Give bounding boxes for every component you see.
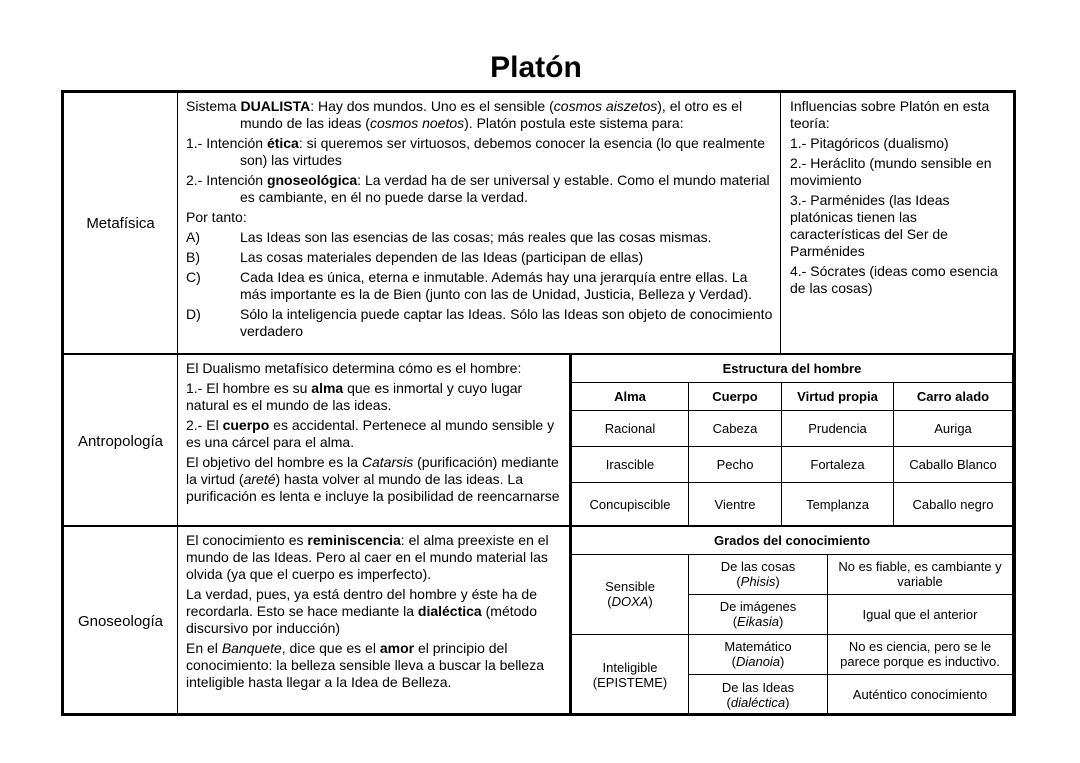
table-row (571, 634, 1013, 674)
table-cell: Auriga (894, 410, 1013, 446)
bold-text: ética (266, 135, 299, 151)
text: 2.- Intención (186, 172, 267, 188)
text: , dice que es el (281, 640, 380, 656)
metafisica-paragraph (186, 135, 774, 169)
list-marker: B) (186, 249, 200, 265)
text: La verdad, pues, ya está dentro del hombre y éste ha de recordarla. Esto se hace mediante la (186, 586, 538, 619)
table-cell: Cabeza (689, 410, 782, 446)
bold-text: DUALISTA (240, 98, 311, 114)
table-cell: Vientre (689, 482, 782, 527)
gnoseologia-text (186, 532, 566, 694)
table-cell-text: De las Ideas (721, 679, 795, 695)
metafisica-paragraph (186, 172, 774, 206)
table-cell-text: (dialéctica) (726, 694, 790, 710)
antropologia-paragraph (186, 380, 566, 414)
list-marker: D) (186, 306, 201, 322)
table-cell: Racional (571, 410, 689, 446)
gnoseologia-paragraph (186, 640, 566, 691)
gnoseologia-paragraph (186, 532, 566, 583)
grado-desc-cell: No es fiable, es cambiante y variable (828, 554, 1013, 594)
list-text: Sólo la inteligencia puede captar las Ideas. Sólo las Ideas son objeto de conocimiento verdadero (240, 306, 773, 339)
gnoseologia-paragraph (186, 586, 566, 637)
text: (purificación) mediante la virtud ( (186, 454, 559, 487)
table-cell-text: (Eikasia) (732, 614, 784, 629)
table-cell: Concupiscible (571, 482, 689, 527)
grados-table (569, 527, 1013, 715)
column-header: Cuerpo (689, 382, 782, 410)
row-label-metafisica: Metafísica (64, 93, 178, 353)
bold-text: gnoseológica (266, 172, 358, 188)
table-cell-text: Inteligible (602, 659, 658, 675)
text: 1.- Intención (186, 135, 267, 151)
grado-cell (689, 594, 828, 634)
table-title: Grados del conocimiento (571, 527, 1013, 554)
influencias-item: 4.- Sócrates (ideas como esencia de las cosas) (790, 263, 998, 296)
italic-text: dialéctica (730, 694, 786, 710)
column-header: Carro alado (894, 382, 1013, 410)
table-cell: Caballo Blanco (894, 446, 1013, 482)
italic-text: Catarsis (361, 454, 414, 470)
table-cell: Irascible (571, 446, 689, 482)
table-row (571, 554, 1013, 594)
list-marker: A) (186, 229, 200, 245)
row-gnoseologia (64, 525, 1013, 715)
text: El objetivo del hombre es la (186, 454, 362, 470)
influencias-item: 1.- Pitagóricos (dualismo) (790, 135, 949, 151)
text: : el alma preexiste en el mundo de las Ideas. Pero al caer en el mundo material las olvida (ya que el cuerpo es imperfecto). (186, 532, 549, 582)
bold-text: dialéctica (417, 603, 482, 619)
row-antropologia (64, 353, 1013, 527)
grado-cell (689, 674, 828, 715)
metafisica-text (186, 98, 774, 343)
antropologia-text (186, 360, 566, 508)
italic-text: cosmos aiszetos (553, 98, 658, 114)
metafisica-paragraph: Por tanto: (186, 209, 247, 225)
text: : Hay dos mundos. Uno es el sensible ( (310, 98, 554, 114)
antropologia-paragraph (186, 417, 566, 451)
text: Sistema (186, 98, 241, 114)
list-text: Cada Idea es única, eterna e inmutable. Además hay una jerarquía entre ellas. La más importante es la de Bien (junto con las de Unidad, Justicia, Belleza y Verdad). (240, 269, 753, 302)
table-cell-text: (Phisis) (736, 574, 780, 589)
bold-text: cuerpo (222, 417, 270, 433)
inteligible-cell (571, 634, 689, 715)
influencias-item: 2.- Heráclito (mundo sensible en movimiento (790, 155, 992, 188)
column-header: Alma (571, 382, 689, 410)
estructura-table (569, 355, 1013, 527)
italic-text: Phisis (740, 574, 776, 589)
table-cell-text: De las cosas (720, 559, 796, 574)
table-cell-text: De imágenes (719, 599, 797, 614)
antropologia-paragraph (186, 454, 566, 505)
text: (método discursivo por inducción) (186, 603, 537, 636)
row-metafisica (64, 93, 1013, 353)
row-label-gnoseologia: Gnoseología (64, 527, 178, 715)
italic-text: Eikasia (737, 614, 779, 629)
italic-text: cosmos noetos (369, 115, 465, 131)
column-header: Virtud propia (782, 382, 894, 410)
italic-text: areté (243, 471, 276, 487)
list-text: Las cosas materiales dependen de las Ideas (participan de ellas) (240, 249, 644, 265)
text: 1.- El hombre es su (186, 380, 312, 396)
list-item (186, 249, 774, 266)
list-item (186, 306, 774, 340)
list-item (186, 229, 774, 246)
italic-text: Banquete (221, 640, 282, 656)
page-title: Platón (490, 51, 582, 84)
table-title: Estructura del hombre (571, 355, 1013, 382)
text: : La verdad ha de ser universal y estable. Como el mundo material es cambiante, en él no puede darse la verdad. (240, 172, 770, 205)
sensible-cell (571, 554, 689, 634)
text: el principio del conocimiento: la belleza sensible lleva a buscar la belleza inteligible hasta llegar a la Idea de Belleza. (186, 640, 544, 690)
table-cell-text: (EPISTEME) (592, 674, 668, 690)
text: 2.- El (186, 417, 223, 433)
table-title-row (571, 355, 1013, 382)
influencias-item: 3.- Parménides (las Ideas platónicas tienen las características del Ser de Parménides (790, 192, 950, 259)
text: : si queremos ser virtuosos, debemos conocer la esencia (lo que realmente son) las virtudes (240, 135, 765, 168)
influencias-text (790, 98, 1008, 300)
influencias-panel (780, 93, 1014, 353)
grado-desc-cell: No es ciencia, pero se le parece porque es inductivo. (828, 634, 1013, 674)
table-cell: Caballo negro (894, 482, 1013, 527)
table-row (571, 410, 1013, 446)
list-item (186, 269, 774, 303)
metafisica-paragraph (186, 98, 774, 132)
table-cell-text: Matemático (724, 639, 792, 654)
table-cell: Prudencia (782, 410, 894, 446)
table-cell: Templanza (782, 482, 894, 527)
table-header-row (571, 382, 1013, 410)
grado-desc-cell: Auténtico conocimiento (828, 674, 1013, 715)
text: que es inmortal y cuyo lugar natural es el mundo de las ideas. (186, 380, 523, 413)
list-marker: C) (186, 269, 201, 285)
bold-text: alma (311, 380, 344, 396)
influencias-item: Influencias sobre Platón en esta teoría: (790, 98, 990, 131)
table-cell-text: (DOXA) (607, 594, 653, 609)
summary-table (61, 90, 1016, 716)
bold-text: reminiscencia (307, 532, 401, 548)
list-text: Las Ideas son las esencias de las cosas; más reales que las cosas mismas. (240, 229, 712, 245)
grado-cell (689, 634, 828, 674)
italic-text: DOXA (611, 594, 649, 609)
antropologia-paragraph: El Dualismo metafísico determina cómo es el hombre: (186, 360, 522, 376)
table-cell: Pecho (689, 446, 782, 482)
row-label-antropologia: Antropología (64, 355, 178, 527)
text: es accidental. Pertenece al mundo sensible y es una cárcel para el alma. (186, 417, 555, 450)
text: El conocimiento es (186, 532, 308, 548)
table-cell: Fortaleza (782, 446, 894, 482)
grado-desc-cell: Igual que el anterior (828, 594, 1013, 634)
text: ), el otro es el mundo de las ideas ( (240, 98, 743, 131)
bold-text: amor (379, 640, 415, 656)
grado-cell (689, 554, 828, 594)
text: En el (186, 640, 222, 656)
table-cell-text: (Dianoia) (731, 654, 785, 669)
table-cell-text: Sensible (605, 579, 655, 594)
table-row (571, 482, 1013, 527)
table-title-row (571, 527, 1013, 554)
text: ) hasta volver al mundo de las ideas. La purificación es lenta e incluye la posibilidad de reencarnarse (186, 471, 560, 504)
text: ). Platón postula este sistema para: (464, 115, 684, 131)
italic-text: Dianoia (735, 654, 781, 669)
table-row (571, 446, 1013, 482)
